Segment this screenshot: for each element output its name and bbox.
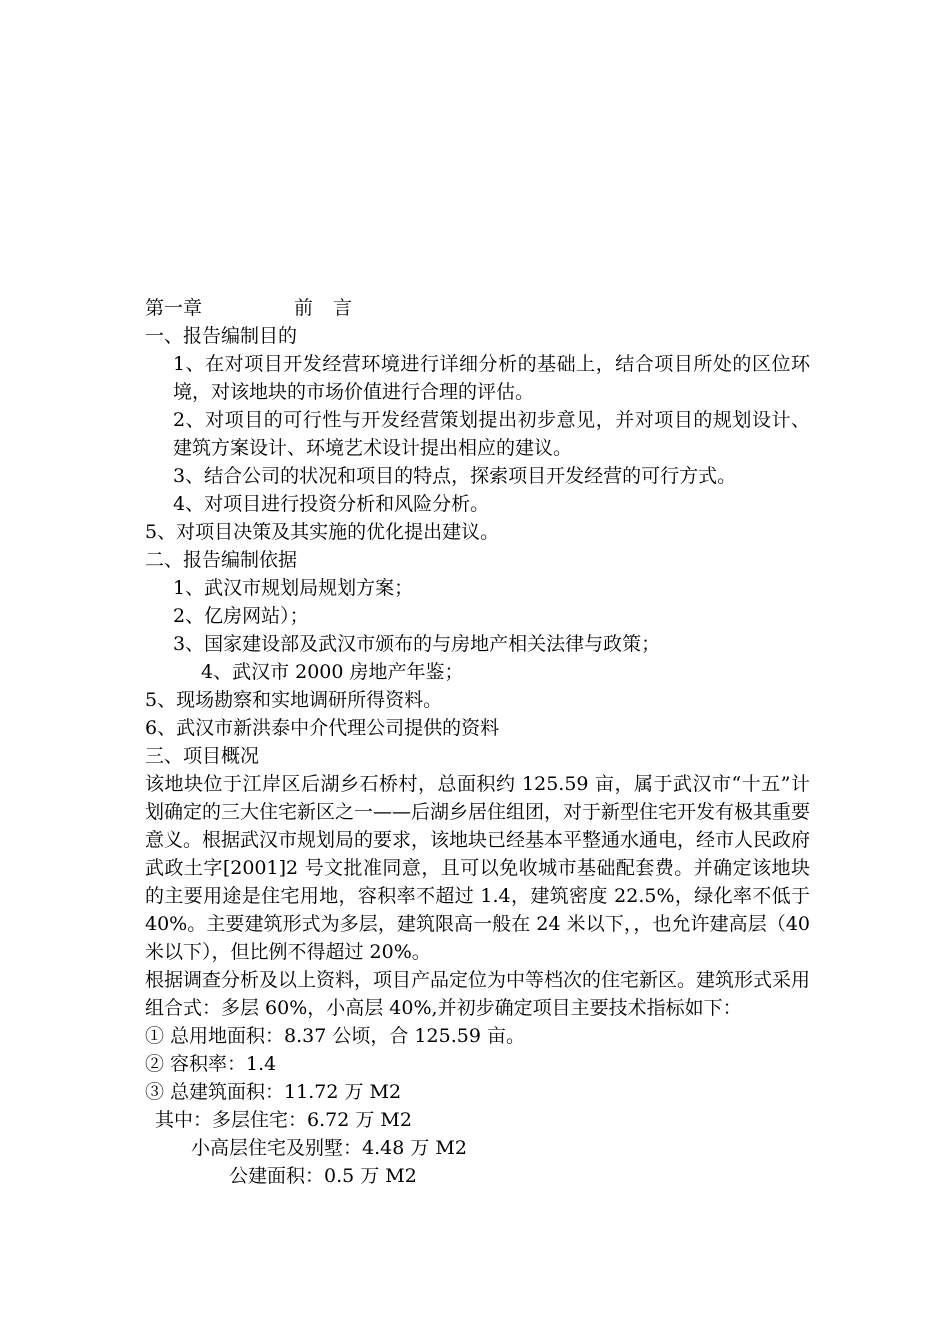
section-heading-purpose: 一、报告编制目的 [145,325,298,347]
chapter-title-char-1: 前 [294,297,314,319]
basis-item-4: 4、武汉市 2000 房地产年鉴； [201,661,464,683]
section-heading-basis: 二、报告编制依据 [145,549,298,571]
indicator-plot-ratio: ② 容积率：1.4 [145,1053,277,1075]
indicator-total-floor-area: ③ 总建筑面积：11.72 万 M2 [145,1081,402,1103]
sub-indicator-highrise-villa: 小高层住宅及别墅：4.48 万 M2 [191,1137,467,1159]
chapter-number: 第一章 [145,297,203,319]
overview-paragraph-2: 根据调查分析及以上资料，项目产品定位为中等档次的住宅新区。建筑形式采用组合式：多层 60%，小高层 40%,并初步确定项目主要技术指标如下： [145,969,811,1019]
indicator-land-area: ① 总用地面积：8.37 公顷，合 125.59 亩。 [145,1025,525,1047]
basis-item-5: 5、现场勘察和实地调研所得资料。 [145,689,443,711]
document-body [145,294,810,1190]
chapter-heading [145,294,810,322]
overview-paragraph-1: 该地块位于江岸区后湖乡石桥村，总面积约 125.59 亩，属于武汉市“十五”计划确定的三大住宅新区之一——后湖乡居住组团，对于新型住宅开发有极其重要意义。根据武汉市规划局的要求，该地块已经基本平整通水通电，经市人民政府武政土字[2001]2 号文批准同意，且可以免收城市基础配套费。并确定该地块的主要用途是住宅用地，容积率不超过 1.4，建筑密度 22.5%，绿化率不低于 40%。主要建筑形式为多层，建筑限高一般在 24 米以下，，也允许建高层（40 米以下），但比例不得超过 20%。 [145,773,811,963]
sub-indicator-public-buildings: 公建面积：0.5 万 M2 [229,1165,417,1187]
chapter-title-char-2: 言 [333,297,353,319]
purpose-item-1: 1、在对项目开发经营环境进行详细分析的基础上，结合项目所处的区位环境，对该地块的市场价值进行合理的评估。 [173,353,810,403]
purpose-item-2: 2、对项目的可行性与开发经营策划提出初步意见，并对项目的规划设计、建筑方案设计、环境艺术设计提出相应的建议。 [173,409,810,459]
basis-item-6: 6、武汉市新洪泰中介代理公司提供的资料 [145,717,500,739]
sub-indicator-multistorey: 其中：多层住宅：6.72 万 M2 [155,1109,412,1131]
basis-item-2: 2、亿房网站）； [173,605,309,627]
purpose-item-3: 3、结合公司的状况和项目的特点，探索项目开发经营的可行方式。 [173,465,737,487]
basis-item-3: 3、国家建设部及武汉市颁布的与房地产相关法律与政策； [173,633,661,655]
basis-item-1: 1、武汉市规划局规划方案； [173,577,414,599]
purpose-item-5: 5、对项目决策及其实施的优化提出建议。 [145,521,500,543]
section-heading-overview: 三、项目概况 [145,745,260,767]
purpose-item-4: 4、对项目进行投资分析和风险分析。 [173,493,490,515]
